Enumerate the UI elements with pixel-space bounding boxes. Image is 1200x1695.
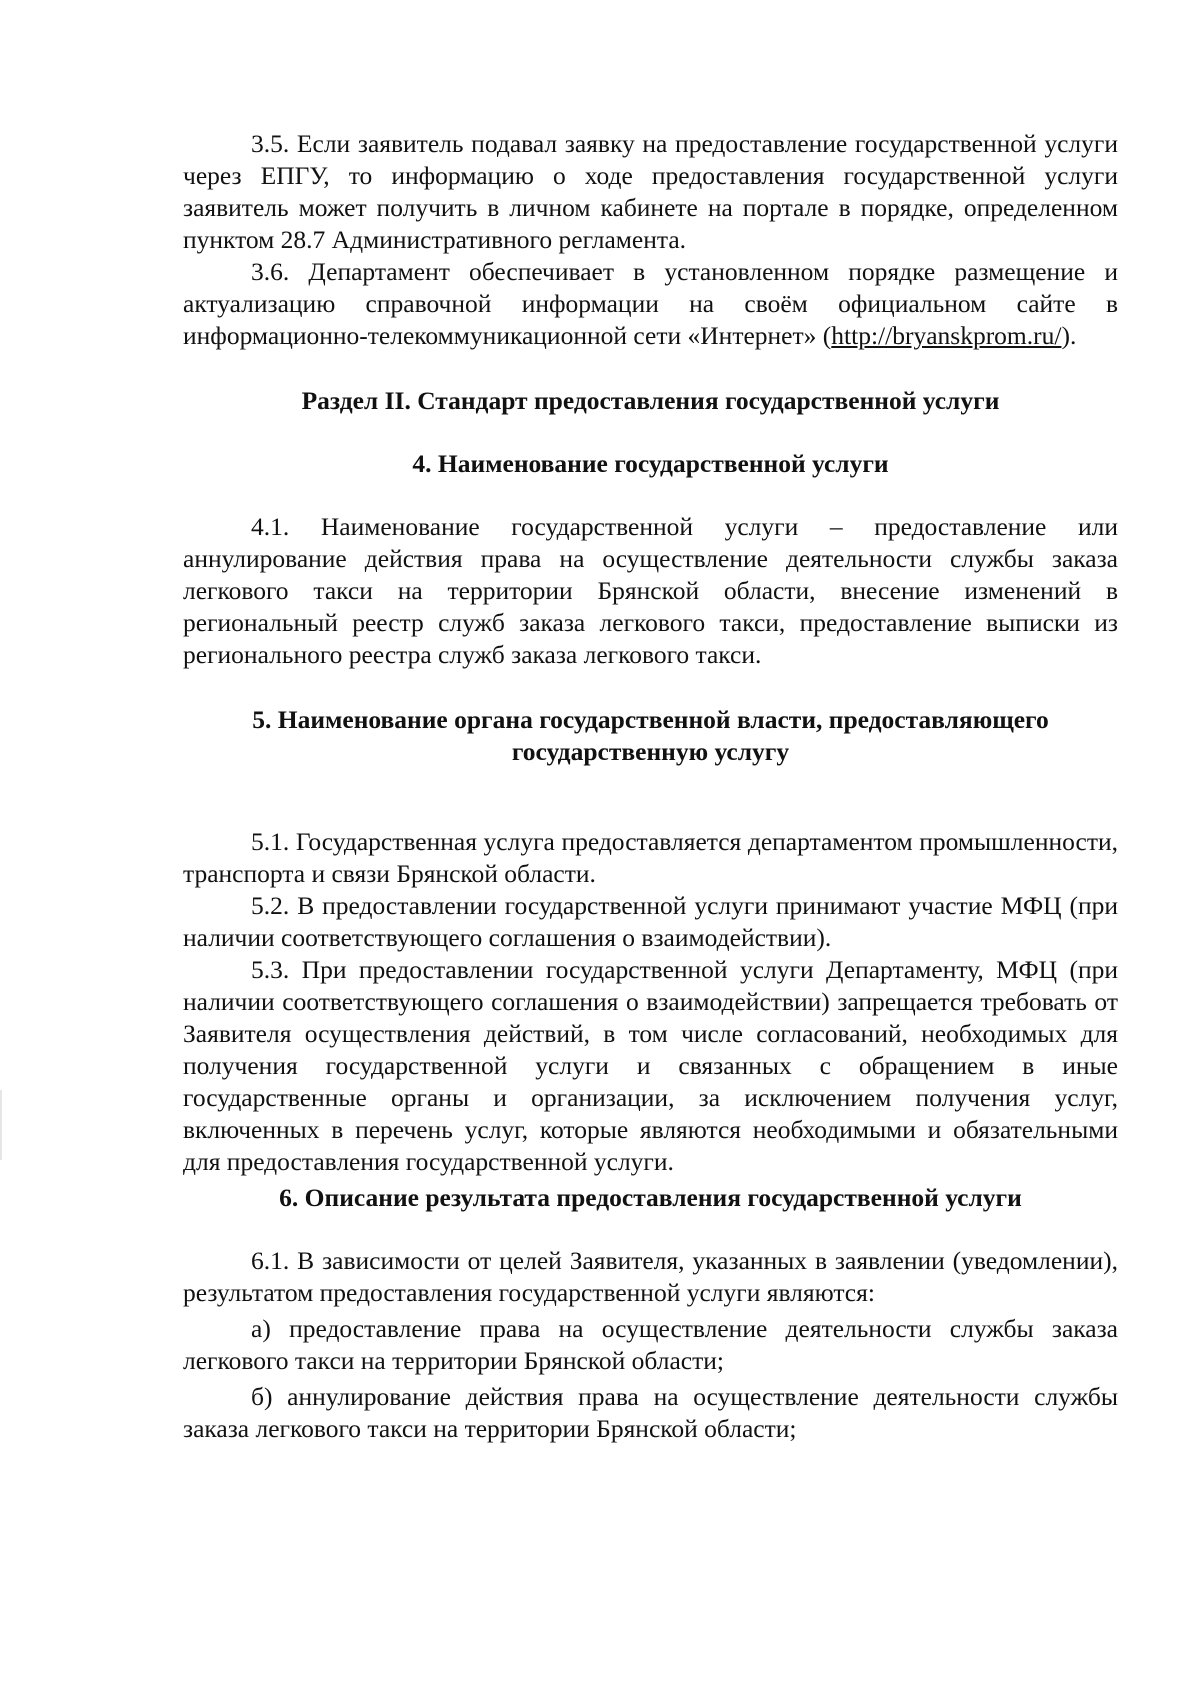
paragraph-4-1: 4.1. Наименование государственной услуги – предоставление или аннулирование действия права на осуществление деятельности службы заказа легкового такси на территории Брянской области, внесение изменений в региональный реестр служб заказа легкового такси, предоставление выписки из регионального реестра служб заказа легкового такси.	[183, 512, 1118, 669]
paragraph-3-6-open: (	[822, 321, 832, 350]
paragraph-6-1: 6.1. В зависимости от целей Заявителя, указанных в заявлении (уведомлении), результатом предоставления государственной услуги являются:	[183, 1246, 1118, 1307]
heading-4: 4. Наименование государственной услуги	[412, 449, 889, 478]
heading-5-line-2: государственную услугу	[511, 737, 790, 766]
document-page	[183, 128, 1118, 1445]
paragraph-5-2: 5.2. В предоставлении государственной услуги принимают участие МФЦ (при наличии соответствующего соглашения о взаимодействии).	[183, 891, 1118, 952]
list-item-a: а) предоставление права на осуществление деятельности службы заказа легкового такси на территории Брянской области;	[183, 1314, 1118, 1375]
list-item-b: б) аннулирование действия права на осуществление деятельности службы заказа легкового такси на территории Брянской области;	[183, 1382, 1118, 1443]
paragraph-3-6-text: 3.6. Департамент обеспечивает в установленном порядке размещение и актуализацию справочной информации на своём официальном сайте в информационно-телекоммуникационной сети «Интернет»	[183, 257, 1118, 350]
website-link[interactable]: http://bryanskprom.ru/	[831, 321, 1062, 350]
scan-edge-mark	[0, 1090, 2, 1160]
paragraph-5-3: 5.3. При предоставлении государственной услуги Департаменту, МФЦ (при наличии соответствующего соглашения о взаимодействии) запрещается требовать от Заявителя осуществления действий, в том числе согласований, необходимых для получения государственной услуги и связанных с обращением в иные государственные органы и организации, за исключением получения услуг, включенных в перечень услуг, которые являются необходимыми и обязательными для предоставления государственной услуги.	[183, 955, 1118, 1176]
heading-5	[183, 704, 1118, 768]
heading-5-line-1: 5. Наименование органа государственной власти, предоставляющего	[252, 705, 1049, 734]
heading-6: 6. Описание результата предоставления государственной услуги	[279, 1183, 1022, 1212]
paragraph-5-1: 5.1. Государственная услуга предоставляется департаментом промышленности, транспорта и связи Брянской области.	[183, 827, 1118, 888]
paragraph-3-5: 3.5. Если заявитель подавал заявку на предоставление государственной услуги через ЕПГУ, то информацию о ходе предоставления государственной услуги заявитель может получить в личном кабинете на портале в порядке, определенном пунктом 28.7 Административного регламента.	[183, 129, 1118, 254]
paragraph-3-6-close: ).	[1061, 321, 1077, 350]
paragraph-3-6	[183, 256, 1118, 352]
section-2-heading: Раздел II. Стандарт предоставления государственной услуги	[301, 386, 1000, 415]
